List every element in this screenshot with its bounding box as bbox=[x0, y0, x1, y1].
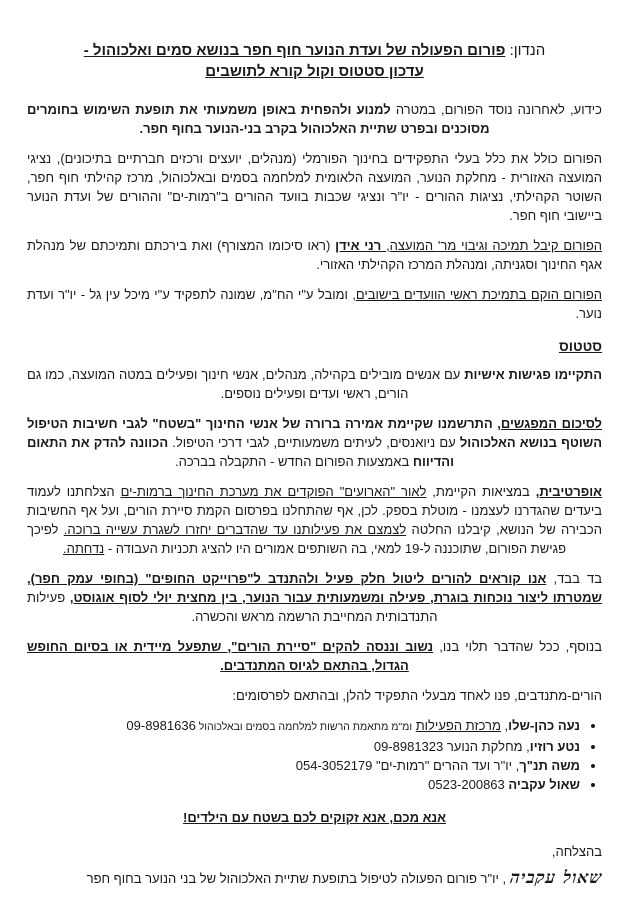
paragraph-parents-patrol bbox=[27, 637, 602, 675]
text-run: באמצעות הפורום החדש - התקבלה בברכה. bbox=[174, 454, 413, 469]
contact-item bbox=[27, 756, 580, 775]
text-run: בד בבד, bbox=[546, 571, 602, 586]
text-run: , bbox=[492, 416, 501, 431]
call-to-action: אנא מכם, אנא זקוקים לכם בשטח עם הילדים! bbox=[182, 810, 447, 825]
text-run: ומ"מ מתאמת הרשות למלחמה בסמים ובאלכוהול bbox=[195, 721, 413, 733]
text-run: למנוע ולהפחית באופן משמעותי את תופעת השימוש בחומרים מסוכנים ובפרט שתיית האלכוהול בקרב בני-הנוער בחוף חפר. bbox=[27, 102, 490, 136]
text-run: משה תנ"ך bbox=[519, 758, 580, 773]
contact-item bbox=[27, 716, 580, 737]
paragraph-forum-members bbox=[27, 149, 602, 225]
text-run: רני אידן bbox=[335, 238, 382, 253]
contact-item bbox=[27, 737, 580, 756]
text-run: נטע רוזיו bbox=[529, 739, 580, 754]
text-run: עם ניואנסים, לעיתים משמעותיים, לגבי דרכי הטיפול. bbox=[168, 435, 460, 450]
paragraph-operational bbox=[27, 482, 602, 558]
text-run: עם אנשים מובילים בקהילה, מנהלים, אנשי חינוך ופעילים במטה המועצה, כמו גם הורים, ראשי ועדים ופעילים נוספים. bbox=[27, 367, 465, 401]
signature-name: שאול עקביה bbox=[508, 868, 604, 888]
text-run: בנוסף, ככל שהדבר תלוי בנו, bbox=[433, 639, 603, 654]
subject-title bbox=[27, 40, 602, 82]
text-run: לפיכך פגישת הפורום, שתוכננה ל-19 למאי, בה השותפים אמורים היו להציג תכניות העבודה - bbox=[27, 522, 567, 556]
paragraph-beach-project bbox=[27, 569, 602, 626]
text-run: כידוע, לאחרונה נוסד הפורום, במטרה bbox=[390, 102, 602, 117]
text-run: 09-8981323 bbox=[373, 739, 444, 754]
paragraph-meetings bbox=[27, 365, 602, 403]
text-run: התקיימו פגישות אישיות bbox=[464, 367, 602, 382]
text-run: פעילות התנדבותית המחייבת הרשמה מראש והכשרה. bbox=[27, 590, 438, 624]
text-run: הפורום קיבל תמיכה וגיבוי מר' המועצה, bbox=[381, 238, 603, 253]
text-run: הפורום הוקם בתמיכת ראשי הוועדים בישובים bbox=[355, 287, 602, 302]
signature-line bbox=[27, 867, 602, 890]
text-run: פורום הפעולה של ועדת הנוער חוף חפר בנושא סמים ואלכוהול - bbox=[83, 42, 506, 59]
paragraph-establishment bbox=[27, 285, 602, 323]
text-run: , מחלקת הנוער bbox=[443, 739, 530, 754]
paragraph-intro bbox=[27, 100, 602, 138]
text-run: 0523-200863 bbox=[428, 777, 505, 792]
text-run: התרשמנו שקיימת אמירה ברורה של אנשי החינוך "בשטח" לגבי חשיבות הטיפול השוטף בנושא האלכוהול bbox=[27, 416, 603, 450]
text-run: נעה כהן-שלו bbox=[508, 718, 580, 733]
text-run: אנו קוראים להורים ליטול חלק פעיל ולהתנדב ל"פרוייקט החופים" (בחופי עמק חפר), שמטרתו ליצור נוכחות בוגרת, פעילה ומשמעותית עבור הנוער, בין מחצית יולי לסוף אוגוסט, bbox=[27, 571, 603, 605]
text-run: הנדון: bbox=[505, 42, 546, 59]
paragraph-volunteers-cta bbox=[27, 686, 602, 705]
text-run: במציאות הקיימת, bbox=[426, 484, 536, 499]
text-run: שאול עקביה bbox=[508, 777, 580, 792]
text-run: 054-3052179 bbox=[295, 758, 373, 773]
text-run: (ראו סיכומו המצורף) ואת בירכתם ותמיכתם של מנהלת אגף החינוך וסגניתה, ומנהלת המרכז הקהילתי האזורי. bbox=[27, 238, 602, 272]
text-run: , יו"ר ועד ההרים "רמות-ים" bbox=[372, 758, 520, 773]
text-run: , ומובל ע"י הח"מ, שמונה לתפקיד ע"י מיכל עין גל - יו"ר ועדת נוער. bbox=[27, 287, 602, 321]
text-run: אופרטיבית, bbox=[535, 484, 602, 499]
signature-role: , יו"ר פורום הפעולה לטיפול בתופעת שתיית האלכוהול של בני הנוער בחוף חפר bbox=[86, 871, 510, 886]
text-run: לצמצם את פעילותנו עד שהדברים יחזרו לשגרת עשייה ברוכה. bbox=[63, 522, 407, 537]
text-run: מרכזת הפעילות bbox=[415, 718, 501, 733]
text-run: 09-8981636 bbox=[126, 718, 196, 733]
text-run: נדחתה. bbox=[62, 541, 105, 556]
contacts-list bbox=[27, 716, 602, 794]
contact-item bbox=[27, 775, 580, 794]
text-run: הצלחתנו לעמוד ביעדים שהגדרנו לעצמנו - מוטלת בספק. לכן, אף שהתחלנו בפרסום הקמת סיירת הורים, ועל אף החשיבות הכבירה של הנושא, קיבלנו החלטה bbox=[27, 484, 602, 537]
text-run: הפורום כולל את כלל בעלי התפקידים בחינוך הפורמלי (מנהלים, יועצים ורכזים חברתיים בתיכונים), נציגי המועצה האזורית - מחלקת הנוער, המועצה הלאומית למלחמה בסמים ובאלכוהול, מרכז קהילתי חוף חפר, השוטר הקהילתי, נציגות ההורים - יו"ר ונציגי שכבות בוועד ההורים ב"רמות-ים" וההורים של ועדת הנוער ביישובי חוף חפר. bbox=[27, 151, 602, 223]
status-section-heading: סטטוס bbox=[558, 338, 602, 354]
closing-salutation: בהצלחה, bbox=[551, 844, 602, 859]
text-run: נשוב וננסה להקים "סיירת הורים", שתפעל מיידית או בסיום החופש הגדול, בהתאם לגיוס המתנדבים. bbox=[27, 639, 434, 673]
paragraph-meetings-summary bbox=[27, 414, 602, 471]
text-run: , bbox=[500, 718, 509, 733]
text-run: עדכון סטטוס וקול קורא לתושבים bbox=[205, 63, 424, 80]
text-run: הכוונה להדק את התאום והדיווח bbox=[27, 435, 454, 469]
text-run: הורים-מתנדבים, פנו לאחד מבעלי התפקיד להלן, ובהתאם לפרסומים: bbox=[232, 688, 602, 703]
paragraph-support bbox=[27, 236, 602, 274]
text-run: לאור "הארועים" הפוקדים את מערכת החינוך ברמות-ים bbox=[120, 484, 427, 499]
text-run: לסיכום המפגשים bbox=[500, 416, 602, 431]
